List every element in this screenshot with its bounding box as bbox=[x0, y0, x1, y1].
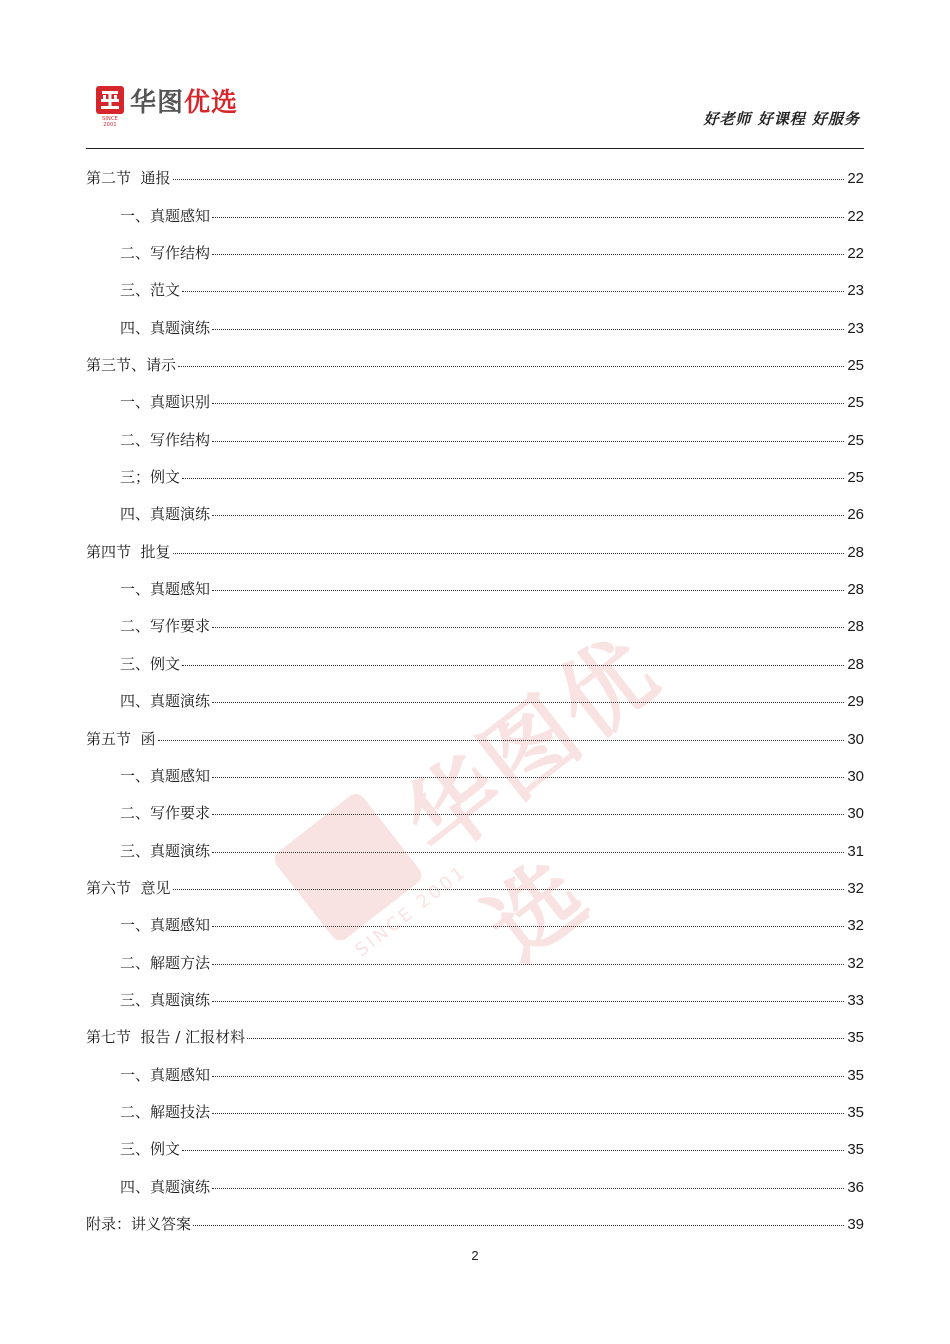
toc-dot-leader bbox=[212, 777, 844, 778]
toc-entry-title: 一、真题感知 bbox=[120, 580, 211, 599]
toc-section-entry[interactable] bbox=[86, 525, 864, 562]
toc-entry-page-number: 28 bbox=[847, 543, 864, 561]
toc-dot-leader bbox=[212, 1188, 844, 1189]
toc-dot-leader bbox=[212, 1113, 844, 1114]
toc-entry-title: 二、解题方法 bbox=[120, 953, 211, 972]
toc-dot-leader bbox=[212, 627, 844, 628]
toc-dot-leader bbox=[212, 590, 844, 591]
toc-dot-leader bbox=[158, 740, 844, 741]
toc-entry-page-number: 30 bbox=[847, 730, 864, 748]
toc-entry-title: 第二节 通报 bbox=[86, 169, 171, 188]
toc-dot-leader bbox=[212, 1076, 844, 1077]
toc-subsection-entry[interactable] bbox=[86, 488, 864, 525]
toc-subsection-entry[interactable] bbox=[86, 936, 864, 973]
toc-entry-page-number: 32 bbox=[847, 954, 864, 972]
logo-wordmark bbox=[130, 82, 238, 119]
toc-entry-page-number: 31 bbox=[847, 842, 864, 860]
toc-dot-leader bbox=[182, 291, 844, 292]
logo-text-accent: 优选 bbox=[184, 88, 239, 118]
toc-subsection-entry[interactable] bbox=[86, 675, 864, 712]
toc-dot-leader bbox=[212, 254, 844, 255]
logo-text-main: 华图 bbox=[130, 88, 185, 118]
watermark-since: SINCE 2001 bbox=[351, 861, 472, 962]
toc-entry-title: 第六节 意见 bbox=[86, 878, 171, 897]
logo-since-text: SINCE 2001 bbox=[101, 116, 119, 128]
toc-dot-leader bbox=[212, 814, 844, 815]
toc-entry-page-number: 33 bbox=[847, 991, 864, 1009]
toc-entry-title: 四、真题演练 bbox=[120, 318, 211, 337]
toc-dot-leader bbox=[182, 665, 844, 666]
toc-entry-page-number: 28 bbox=[847, 655, 864, 673]
toc-entry-title: 三、例文 bbox=[120, 1140, 181, 1159]
toc-dot-leader bbox=[193, 1225, 844, 1226]
toc-entry-page-number: 35 bbox=[847, 1141, 864, 1159]
toc-entry-title: 三、例文 bbox=[120, 654, 181, 673]
toc-subsection-entry[interactable] bbox=[86, 899, 864, 936]
toc-entry-page-number: 35 bbox=[847, 1066, 864, 1084]
toc-entry-page-number: 30 bbox=[847, 805, 864, 823]
toc-entry-title: 一、真题感知 bbox=[120, 916, 211, 935]
toc-dot-leader bbox=[212, 515, 844, 516]
toc-entry-title: 四、真题演练 bbox=[120, 505, 211, 524]
toc-subsection-entry[interactable] bbox=[86, 451, 864, 488]
toc-entry-title: 一、真题感知 bbox=[120, 766, 211, 785]
toc-entry-page-number: 25 bbox=[847, 431, 864, 449]
toc-dot-leader bbox=[212, 702, 844, 703]
toc-entry-title: 二、写作要求 bbox=[120, 804, 211, 823]
toc-entry-title: 二、写作结构 bbox=[120, 430, 211, 449]
toc-section-entry[interactable] bbox=[86, 1011, 864, 1048]
toc-entry-page-number: 36 bbox=[847, 1178, 864, 1196]
toc-entry-page-number: 35 bbox=[847, 1029, 864, 1047]
toc-dot-leader bbox=[212, 441, 844, 442]
toc-dot-leader bbox=[212, 964, 844, 965]
toc-entry-title: 四、真题演练 bbox=[120, 692, 211, 711]
toc-dot-leader bbox=[212, 852, 844, 853]
toc-subsection-entry[interactable] bbox=[86, 413, 864, 450]
toc-entry-title: 附录：讲义答案 bbox=[86, 1214, 192, 1233]
toc-entry-page-number: 22 bbox=[847, 170, 864, 188]
toc-entry-page-number: 32 bbox=[847, 917, 864, 935]
toc-section-entry[interactable] bbox=[86, 1198, 864, 1235]
toc-dot-leader bbox=[212, 217, 844, 218]
toc-dot-leader bbox=[247, 1038, 844, 1039]
toc-entry-title: 第三节、请示 bbox=[86, 356, 177, 375]
toc-entry-title: 一、真题感知 bbox=[120, 206, 211, 225]
toc-entry-page-number: 23 bbox=[847, 282, 864, 300]
toc-dot-leader bbox=[212, 403, 844, 404]
toc-subsection-entry[interactable] bbox=[86, 1048, 864, 1085]
toc-entry-title: 二、写作结构 bbox=[120, 244, 211, 263]
toc-subsection-entry[interactable] bbox=[86, 1123, 864, 1160]
toc-subsection-entry[interactable] bbox=[86, 301, 864, 338]
watermark-text: 华图优选 bbox=[385, 616, 679, 982]
toc-entry-page-number: 28 bbox=[847, 581, 864, 599]
toc-entry-page-number: 25 bbox=[847, 357, 864, 375]
toc-subsection-entry[interactable] bbox=[86, 1160, 864, 1197]
toc-subsection-entry[interactable] bbox=[86, 600, 864, 637]
toc-entry-page-number: 25 bbox=[847, 394, 864, 412]
toc-section-entry[interactable] bbox=[86, 862, 864, 899]
header-slogan: 好老师 好课程 好服务 bbox=[703, 110, 860, 128]
toc-entry-page-number: 22 bbox=[847, 245, 864, 263]
toc-subsection-entry[interactable] bbox=[86, 1086, 864, 1123]
toc-entry-title: 三；例文 bbox=[120, 468, 181, 487]
toc-dot-leader bbox=[212, 1001, 844, 1002]
toc-entry-title: 第五节 函 bbox=[86, 729, 156, 748]
page-header bbox=[0, 0, 950, 150]
toc-entry-page-number: 32 bbox=[847, 879, 864, 897]
toc-entry-page-number: 22 bbox=[847, 207, 864, 225]
toc-entry-title: 三、真题演练 bbox=[120, 990, 211, 1009]
toc-entry-title: 三、范文 bbox=[120, 281, 181, 300]
toc-subsection-entry[interactable] bbox=[86, 787, 864, 824]
toc-dot-leader bbox=[178, 366, 844, 367]
toc-dot-leader bbox=[173, 179, 844, 180]
page-number: 2 bbox=[471, 1248, 479, 1263]
toc-entry-page-number: 23 bbox=[847, 319, 864, 337]
toc-dot-leader bbox=[182, 1150, 844, 1151]
toc-dot-leader bbox=[173, 553, 844, 554]
toc-subsection-entry[interactable] bbox=[86, 637, 864, 674]
toc-section-entry[interactable] bbox=[86, 339, 864, 376]
toc-entry-title: 二、解题技法 bbox=[120, 1102, 211, 1121]
toc-entry-title: 第七节 报告 / 汇报材料 bbox=[86, 1028, 246, 1047]
toc-subsection-entry[interactable] bbox=[86, 750, 864, 787]
table-of-contents bbox=[86, 152, 864, 1235]
logo-icon bbox=[96, 86, 124, 114]
toc-subsection-entry[interactable] bbox=[86, 376, 864, 413]
toc-dot-leader bbox=[212, 926, 844, 927]
toc-entry-page-number: 25 bbox=[847, 469, 864, 487]
toc-entry-title: 三、真题演练 bbox=[120, 841, 211, 860]
toc-entry-title: 第四节 批复 bbox=[86, 542, 171, 561]
toc-entry-page-number: 29 bbox=[847, 693, 864, 711]
toc-subsection-entry[interactable] bbox=[86, 227, 864, 264]
toc-entry-title: 一、真题识别 bbox=[120, 393, 211, 412]
toc-dot-leader bbox=[212, 329, 844, 330]
toc-subsection-entry[interactable] bbox=[86, 974, 864, 1011]
toc-entry-page-number: 39 bbox=[847, 1215, 864, 1233]
toc-subsection-entry[interactable] bbox=[86, 824, 864, 861]
toc-section-entry[interactable] bbox=[86, 152, 864, 189]
toc-subsection-entry[interactable] bbox=[86, 264, 864, 301]
toc-entry-title: 二、写作要求 bbox=[120, 617, 211, 636]
toc-entry-page-number: 35 bbox=[847, 1103, 864, 1121]
toc-entry-title: 一、真题感知 bbox=[120, 1065, 211, 1084]
toc-entry-page-number: 26 bbox=[847, 506, 864, 524]
toc-entry-page-number: 30 bbox=[847, 767, 864, 785]
toc-entry-page-number: 28 bbox=[847, 618, 864, 636]
toc-entry-title: 四、真题演练 bbox=[120, 1177, 211, 1196]
toc-dot-leader bbox=[182, 478, 844, 479]
header-divider bbox=[86, 148, 864, 149]
toc-section-entry[interactable] bbox=[86, 712, 864, 749]
toc-dot-leader bbox=[173, 889, 844, 890]
toc-subsection-entry[interactable] bbox=[86, 563, 864, 600]
toc-subsection-entry[interactable] bbox=[86, 189, 864, 226]
